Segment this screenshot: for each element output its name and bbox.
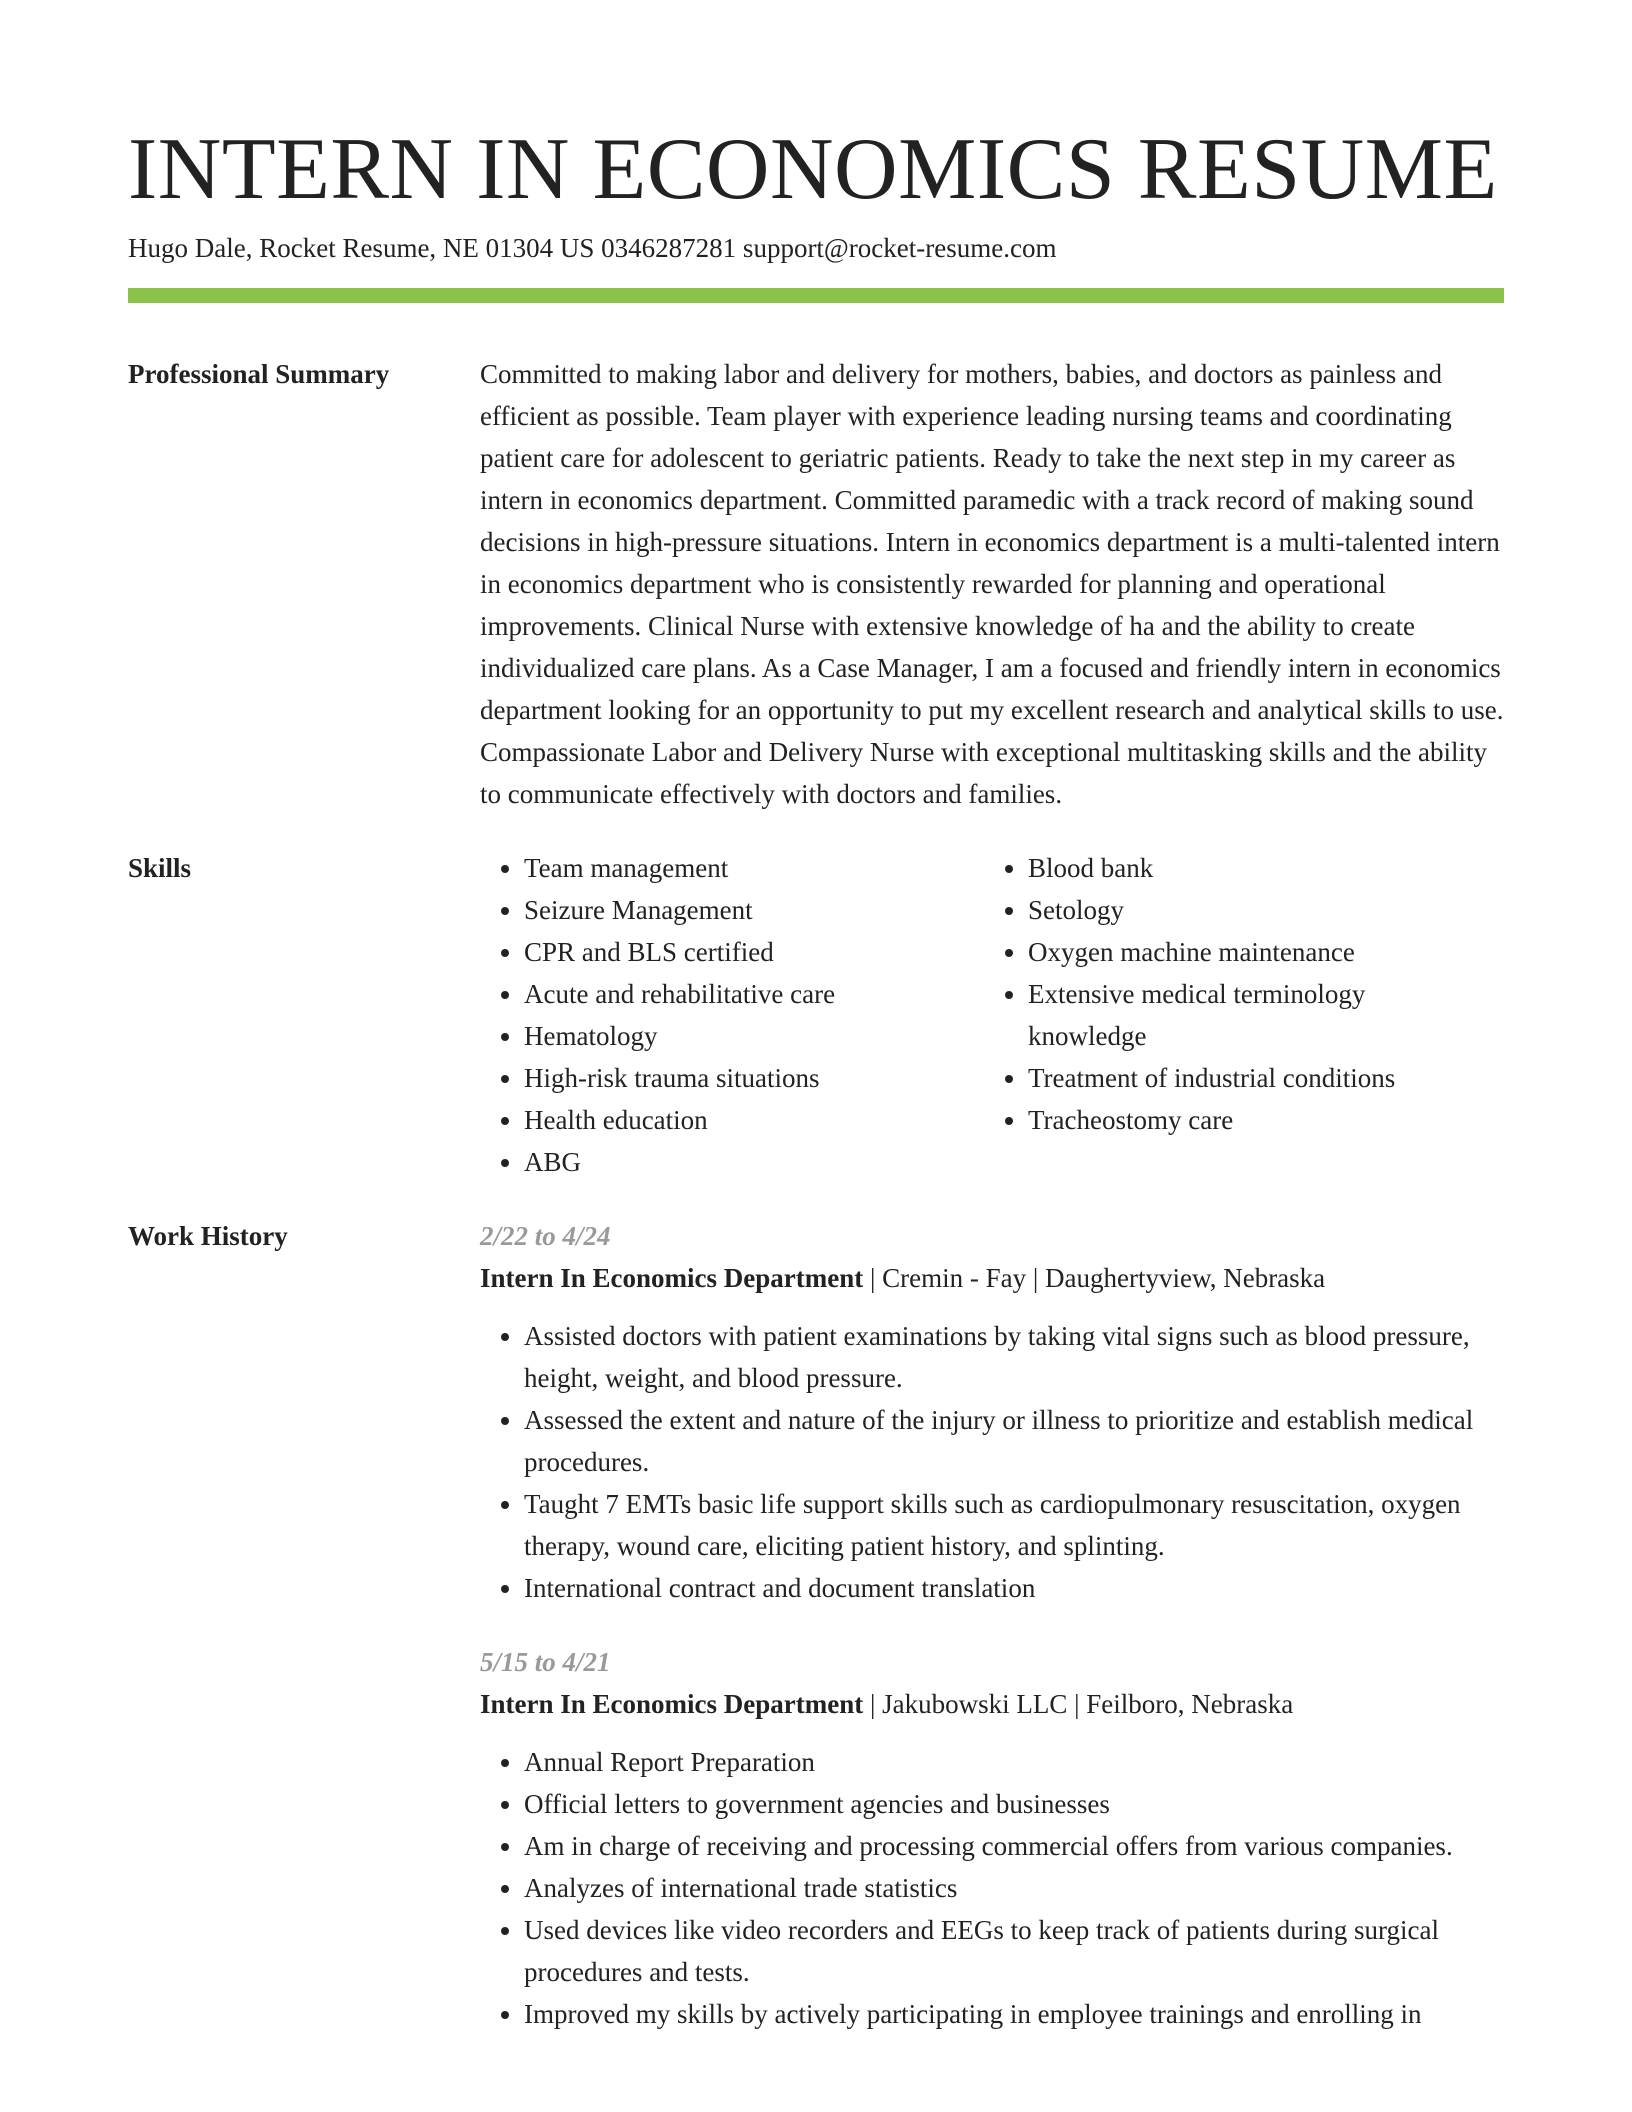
- skill-item: • Acute and rehabilitative care: [524, 973, 984, 1015]
- skill-item: • Tracheostomy care: [1028, 1099, 1488, 1141]
- skills-column-right: [984, 847, 1488, 1183]
- section-heading-summary: Professional Summary: [128, 359, 390, 389]
- work-history-body: [480, 1215, 1504, 2035]
- skill-item: • Treatment of industrial conditions: [1028, 1057, 1488, 1099]
- skill-item: • CPR and BLS certified: [524, 931, 984, 973]
- skills-section: [128, 847, 1504, 1183]
- resume-title: INTERN IN ECONOMICS RESUME: [128, 121, 1498, 218]
- job-dates: 5/15 to 4/21: [480, 1647, 611, 1677]
- job-bullet: • Annual Report Preparation: [524, 1741, 1504, 1783]
- job-bullet: • Am in charge of receiving and processing commercial offers from various companies.: [524, 1825, 1504, 1867]
- job-bullet: • Analyzes of international trade statistics: [524, 1867, 1504, 1909]
- job-title: Intern In Economics Department: [480, 1689, 864, 1719]
- job-entry: [480, 1215, 1504, 1609]
- job-bullet-list: [480, 1741, 1504, 2035]
- job-bullet: • International contract and document translation: [524, 1567, 1504, 1609]
- skill-item: • Blood bank: [1028, 847, 1488, 889]
- accent-divider: [128, 288, 1504, 303]
- job-employer-location: | Cremin - Fay | Daughertyview, Nebraska: [863, 1263, 1326, 1293]
- work-history-section: [128, 1215, 1504, 2035]
- job-bullet-list: [480, 1315, 1504, 1609]
- skill-item: • Health education: [524, 1099, 984, 1141]
- skill-item: • Setology: [1028, 889, 1488, 931]
- job-entry: [480, 1641, 1504, 2035]
- skill-item: • Team management: [524, 847, 984, 889]
- skills-list-right: [984, 847, 1488, 1141]
- skill-item: • Oxygen machine maintenance: [1028, 931, 1488, 973]
- job-bullet: • Improved my skills by actively participating in employee trainings and enrolling in: [524, 1993, 1504, 2035]
- skills-list-left: [480, 847, 984, 1183]
- skill-item: • Extensive medical terminology knowledge: [1028, 973, 1488, 1057]
- section-heading-skills: Skills: [128, 853, 192, 883]
- job-bullet: • Used devices like video recorders and EEGs to keep track of patients during surgical procedures and tests.: [524, 1909, 1504, 1993]
- skill-item: • Seizure Management: [524, 889, 984, 931]
- job-employer-location: | Jakubowski LLC | Feilboro, Nebraska: [863, 1689, 1294, 1719]
- job-bullet: • Taught 7 EMTs basic life support skills such as cardiopulmonary resuscitation, oxygen therapy, wound care, eliciting patient history, and splinting.: [524, 1483, 1504, 1567]
- section-heading-work-history: Work History: [128, 1221, 288, 1251]
- job-bullet: • Official letters to government agencies and businesses: [524, 1783, 1504, 1825]
- job-title: Intern In Economics Department: [480, 1263, 864, 1293]
- skill-item: • High-risk trauma situations: [524, 1057, 984, 1099]
- resume-page: [128, 120, 1504, 2035]
- skill-item: • Hematology: [524, 1015, 984, 1057]
- job-dates: 2/22 to 4/24: [480, 1221, 611, 1251]
- contact-line: Hugo Dale, Rocket Resume, NE 01304 US 0346287281 support@rocket-resume.com: [128, 233, 1057, 263]
- job-heading: [480, 1683, 1504, 1725]
- summary-text: Committed to making labor and delivery for mothers, babies, and doctors as painless and efficient as possible. Team player with experience leading nursing teams and coordinating patient care for adolescent to geriatric patients. Ready to take the next step in my career as intern in economics department. Committed paramedic with a track record of making sound decisions in high-pressure situations. Intern in economics department is a multi-talented intern in economics department who is consistently rewarded for planning and operational improvements. Clinical Nurse with extensive knowledge of ha and the ability to create individualized care plans. As a Case Manager, I am a focused and friendly intern in economics department looking for an opportunity to put my excellent research and analytical skills to use. Compassionate Labor and Delivery Nurse with exceptional multitasking skills and the ability to communicate effectively with doctors and families.: [480, 359, 1504, 809]
- professional-summary-section: [128, 353, 1504, 815]
- job-bullet: • Assisted doctors with patient examinations by taking vital signs such as blood pressure, height, weight, and blood pressure.: [524, 1315, 1504, 1399]
- skills-columns: [480, 847, 1504, 1183]
- skill-item: • ABG: [524, 1141, 984, 1183]
- skills-column-left: [480, 847, 984, 1183]
- job-heading: [480, 1257, 1504, 1299]
- job-bullet: • Assessed the extent and nature of the injury or illness to prioritize and establish medical procedures.: [524, 1399, 1504, 1483]
